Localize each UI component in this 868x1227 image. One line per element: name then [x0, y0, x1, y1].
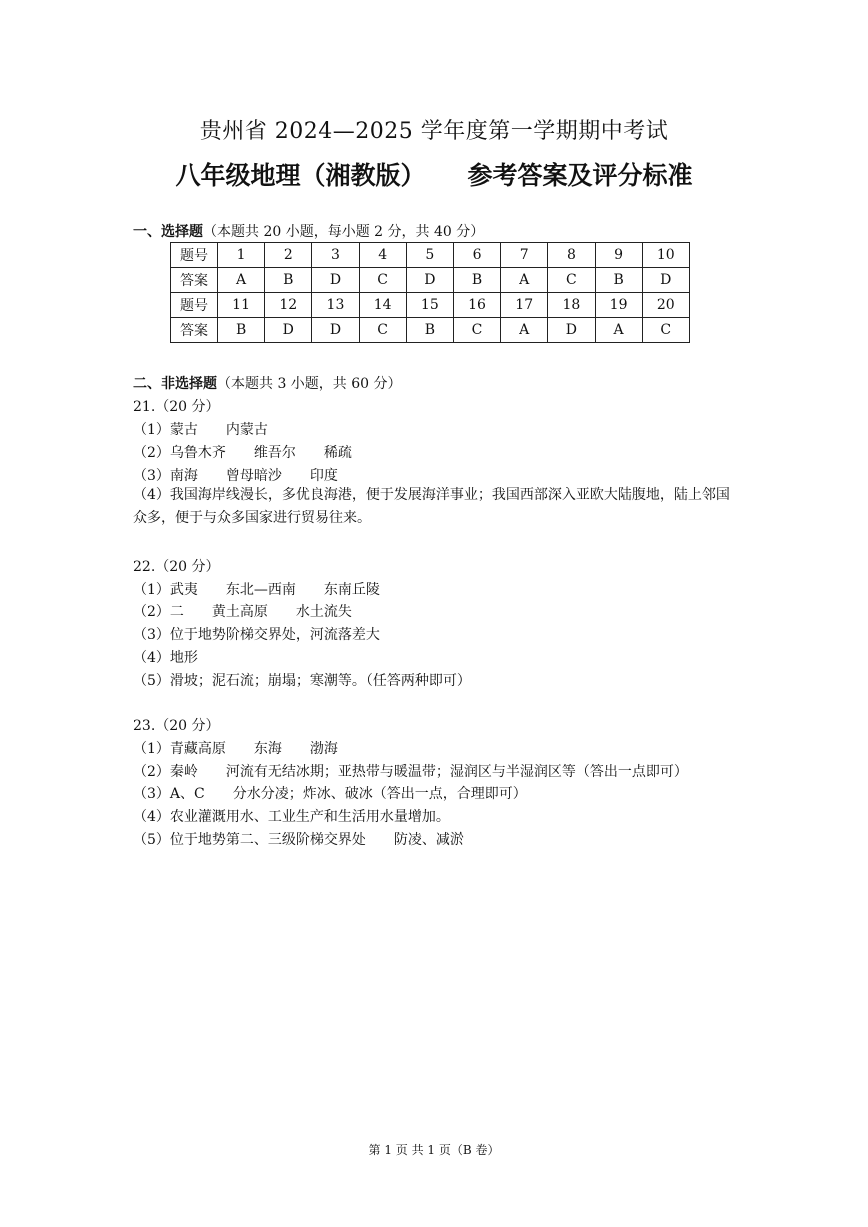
table-cell: C — [642, 318, 689, 343]
table-cell: A — [501, 268, 548, 293]
table-cell: 15 — [406, 293, 453, 318]
table-cell: D — [406, 268, 453, 293]
table-cell: B — [453, 268, 500, 293]
q21-answer-1: （1）蒙古 内蒙古 — [133, 422, 268, 438]
table-cell: D — [548, 318, 595, 343]
q21-answer-2: （2）乌鲁木齐 维吾尔 稀疏 — [133, 445, 352, 461]
table-cell: 3 — [312, 243, 359, 268]
table-cell: 6 — [453, 243, 500, 268]
q22-answer-1: （1）武夷 东北—西南 东南丘陵 — [133, 582, 380, 598]
q23-answer-5: （5）位于地势第二、三级阶梯交界处 防凌、减淤 — [133, 832, 464, 848]
table-cell: 18 — [548, 293, 595, 318]
q22-answer-3: （3）位于地势阶梯交界处，河流落差大 — [133, 627, 380, 643]
q22-title: 22.（20 分） — [133, 559, 220, 575]
table-cell: A — [595, 318, 642, 343]
table-cell: A — [218, 268, 265, 293]
page-footer: 第 1 页 共 1 页（B 卷） — [368, 1143, 500, 1157]
table-cell: 11 — [218, 293, 265, 318]
table-cell: 9 — [595, 243, 642, 268]
table-cell: 7 — [501, 243, 548, 268]
table-cell: 2 — [265, 243, 312, 268]
table-cell: 19 — [595, 293, 642, 318]
row-label: 题号 — [171, 293, 218, 318]
table-row — [171, 243, 690, 268]
row-label: 答案 — [171, 318, 218, 343]
table-cell: 17 — [501, 293, 548, 318]
table-cell: 10 — [642, 243, 689, 268]
q23-title: 23.（20 分） — [133, 718, 220, 734]
q22-answer-5: （5）滑坡；泥石流；崩塌；寒潮等。（任答两种即可） — [133, 673, 471, 689]
q23-answer-2: （2）秦岭 河流有无结冰期；亚热带与暖温带；湿润区与半湿润区等（答出一点即可） — [133, 764, 688, 780]
table-cell: 8 — [548, 243, 595, 268]
table-cell: 13 — [312, 293, 359, 318]
table-cell: B — [265, 268, 312, 293]
table-cell: 16 — [453, 293, 500, 318]
section-1-heading: 一、选择题（本题共 20 小题，每小题 2 分，共 40 分） — [133, 224, 485, 240]
q23-answer-3: （3）A、C 分水分凌；炸冰、破冰（答出一点，合理即可） — [133, 786, 527, 802]
table-cell: B — [406, 318, 453, 343]
section-2-note: （本题共 3 小题，共 60 分） — [217, 376, 402, 392]
table-cell: C — [548, 268, 595, 293]
table-cell: A — [501, 318, 548, 343]
table-cell: 4 — [359, 243, 406, 268]
table-row — [171, 268, 690, 293]
table-row — [171, 318, 690, 343]
table-cell: C — [359, 318, 406, 343]
table-cell: D — [265, 318, 312, 343]
q22-answer-4: （4）地形 — [133, 650, 198, 666]
section-1-note: （本题共 20 小题，每小题 2 分，共 40 分） — [203, 224, 485, 240]
table-cell: 20 — [642, 293, 689, 318]
table-cell: B — [218, 318, 265, 343]
q23-answer-4: （4）农业灌溉用水、工业生产和生活用水量增加。 — [133, 809, 450, 825]
table-cell: D — [312, 268, 359, 293]
table-cell: B — [595, 268, 642, 293]
table-cell: C — [359, 268, 406, 293]
row-label: 答案 — [171, 268, 218, 293]
q21-answer-4: （4）我国海岸线漫长，多优良海港，便于发展海洋事业；我国西部深入亚欧大陆腹地，陆上邻国众多，便于与众多国家进行贸易往来。 — [133, 487, 730, 526]
row-label: 题号 — [171, 243, 218, 268]
table-row — [171, 293, 690, 318]
answer-key-label: 参考答案及评分标准 — [467, 161, 693, 190]
exam-title: 贵州省 2024—2025 学年度第一学期期中考试 — [199, 119, 669, 144]
subject-label: 八年级地理（湘教版） — [175, 161, 426, 190]
table-cell: D — [312, 318, 359, 343]
table-cell: 12 — [265, 293, 312, 318]
table-cell: 14 — [359, 293, 406, 318]
table-cell: 5 — [406, 243, 453, 268]
q23-answer-1: （1）青藏高原 东海 渤海 — [133, 741, 338, 757]
section-2-heading: 二、非选择题（本题共 3 小题，共 60 分） — [133, 376, 402, 392]
table-cell: C — [453, 318, 500, 343]
answer-table — [170, 242, 690, 343]
q21-answer-3: （3）南海 曾母暗沙 印度 — [133, 468, 338, 484]
q22-answer-2: （2）二 黄土高原 水土流失 — [133, 604, 352, 620]
table-cell: 1 — [218, 243, 265, 268]
answer-key-title — [0, 156, 868, 192]
q21-title: 21.（20 分） — [133, 399, 220, 415]
table-cell: D — [642, 268, 689, 293]
